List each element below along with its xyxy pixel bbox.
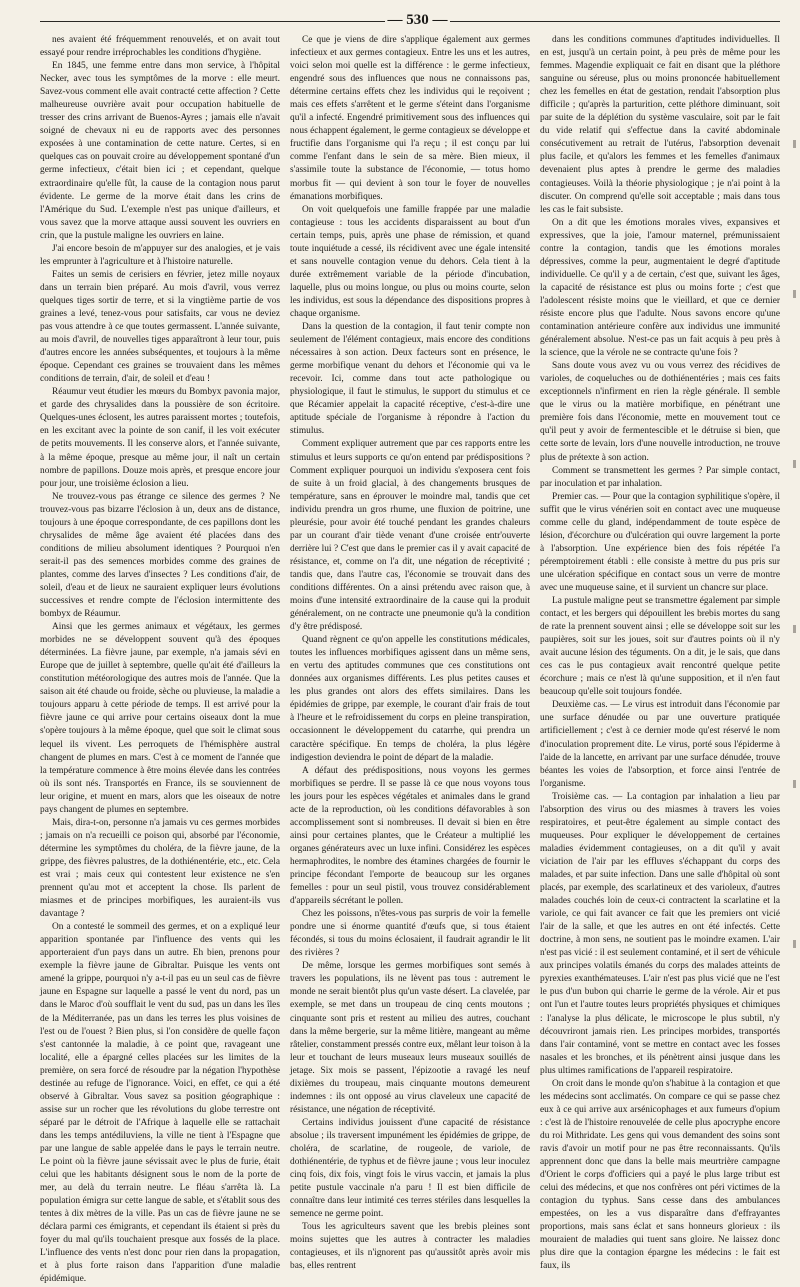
paragraph: A défaut des prédispositions, nous voyons les germes morbifiques se perdre. Il se passe là ce que nous voyons tous les jours pour les espèces végétales et animales dans le grand acte de la reproduction, où les conditions défavorables à son accomplissement sont si nombreuses. Il devait si bien en être ainsi pour certaines plantes, que le Créateur a multiplié les organes générateurs avec un luxe infini. Considérez les espèces hermaphrodites, le nombre des étamines chargées de fournir le principe fécondant l'emporte de beaucoup sur les organes femelles : pour un seul pistil, vous trouvez considérablement d'appareils sécrétant le pollen. (290, 765, 530, 907)
paragraph: Deuxième cas. — Le virus est introduit dans l'économie par une surface dénudée ou par une ouverture pratiquée artificiellement ; c'est à ce dernier mode qu'est réservé le nom d'inoculation proprement dite. Le virus, porté sous l'épiderme à l'aide de la lancette, en arrivant par une surface dénudée, trouve béantes les voies de l'absorption, et force ainsi l'entrée de l'organisme. (540, 700, 780, 789)
paragraph: La pustule maligne peut se transmettre également par simple contact, et les bergers qui dépouillent les brebis mortes du sang de rate la prennent souvent ainsi ; elle se développe soit sur les paupières, soit sur les joues, soit sur d'autres points où il n'y avait aucune lésion des téguments. On a dit, je le sais, que dans ces cas le pus contagieux avait rencontré quelque petite écorchure ; mais ce n'est là qu'une supposition, et il n'en faut beaucoup qu'elle soit toujours fondée. (540, 596, 780, 698)
header-rule-right (450, 21, 780, 22)
paragraph: De même, lorsque les germes morbifiques sont semés à travers les populations, ils ne lèvent pas tous : autrement le monde ne serait bientôt plus qu'un vaste désert. La clavelée, par exemple, se met dans un troupeau de cinq cents moutons ; cinquante sont pris et restent au milieu des autres, couchant dans la même bergerie, sur la même litière, mangeant au même râtelier, constamment pressés contre eux, mêlant leur toison à la leur et touchant de leurs museaux leurs museaux souillés de jetage. Six mois se passent, l'épizootie a ravagé les neuf dixièmes du troupeau, mais cinquante moutons demeurent indemnes : ils ont opposé au virus claveleux une capacité de résistance, une négation de réceptivité. (290, 961, 530, 1115)
paragraph: Comment expliquer autrement que par ces rapports entre les stimulus et leurs supports ce qu'on entend par prédispositions ? Comment expliquer pourquoi un individu s'exposera cent fois de suite à un froid glacial, à des changements brusques de température, sans en éprouver le moindre mal, tandis que cet individu prendra un gros rhume, une fluxion de poitrine, une pleurésie, pour avoir été touché pendant les grandes chaleurs par un courant d'air tiède venant d'une croisée entr'ouverte derrière lui ? C'est que dans le premier cas il y avait capacité de résistance, et, comme on l'a dit, une négation de réceptivité ; tandis que, dans l'autre cas, l'économie se trouvait dans des conditions différentes. On a ainsi prétendu avec raison que, à moins d'une intensité extraordinaire de la cause qui la produit généralement, on ne contracte une pneumonie qu'à la condition d'y être prédisposé. (290, 439, 530, 633)
paragraph: Tous les agriculteurs savent que les brebis pleines sont moins sujettes que les autres à contracter les maladies contagieuses, et ils n'ignorent pas qu'aussitôt après avoir mis bas, elles rentrent (290, 1222, 530, 1272)
margin-mark (793, 780, 796, 788)
paragraph: Troisième cas. — La contagion par inhalation a lieu par l'absorption des virus ou des miasmes à travers les voies respiratoires, et peut-être également au simple contact des muqueuses. Pour expliquer le développement de certaines maladies évidemment contagieuses, on a dit qu'il y avait viciation de l'air par les effluves s'échappant du corps des malades, et par suite infection. Dans une salle d'hôpital où sont placés, par exemple, des scarlatineux et des varioleux, d'autres malades couchés loin de ceux-ci contractent la scarlatine et la variole, ce qui fait avancer ce fait que les premiers ont vicié l'air de la salle, et que les autres en ont été infectés. Cette doctrine, à mon sens, ne soutient pas le moindre examen. L'air n'est pas vicié : il est seulement contaminé, et il sert de véhicule aux principes volatils émanés du corps des malades atteints de pyrexies exanthémateuses. L'air n'est pas plus vicié que ne l'est le pus d'un bubon qui charrie le germe de la vérole. Air et pus ont l'un et l'autre toutes leurs propriétés physiques et chimiques : l'analyse la plus délicate, le microscope le plus subtil, n'y découvriront jamais rien. Les principes morbides, transportés dans l'air contaminé, vont se mettre en contact avec les fosses nasales et les bronches, et ils pénètrent ainsi jusque dans les plus ultimes ramifications de l'appareil respiratoire. (540, 791, 780, 1076)
paragraph: On voit quelquefois une famille frappée par une maladie contagieuse : tous les accidents disparaissent au bout d'un certain temps, puis, après une phase de rémission, et quand toute inquiétude a cessé, ils récidivent avec une égale intensité et sans nouvelle contagion venue du dehors. Cela tient à la durée extrêmement variable de la période d'incubation, laquelle, plus ou moins longue, ou plus ou moins courte, selon les individus, est sous la dépendance des dispositions propres à chaque organisme. (290, 204, 530, 319)
paragraph: On croit dans le monde qu'on s'habitue à la contagion et que les médecins sont acclimatés. On compare ce qui se passe chez eux à ce qui arrive aux arsénicophages et aux fumeurs d'opium : c'est là de l'histoire renouvelée de celle plus apocryphe encore du roi Mithridate. Les gens qui vous demandent des soins sont ravis d'avoir un motif pour ne pas être reconnaissants. Qu'ils apprennent donc que dans la belle mais meurtrière campagne d'Orient le corps d'officiers qui a payé le plus large tribut est celui des médecins, et que nos confrères ont péri victimes de la contagion du typhus. Sans cesse dans des ambulances empestées, on les a vus disparaître dans d'effrayantes proportions, mais sans éclat et sans honneurs glorieux : ils mouraient de maladies qui tuent sans gloire. Ne laissez donc plus dire que la contagion épargne les médecins : le fait est faux, ils (540, 1078, 780, 1272)
paragraph: En 1845, une femme entre dans mon service, à l'hôpital Necker, avec tous les symptômes de la morve : elle meurt. Savez-vous comment elle avait contracté cette affection ? Cette malheureuse ouvrière avait pour occupation habituelle de tresser des crins arrivant de Buenos-Ayres ; jamais elle n'avait soigné de chevaux ni eu de rapports avec des personnes exposées à une contamination de cette nature. Certes, si en quelques cas on pouvait croire au développement spontané d'un germe infectieux, c'était bien ici ; et cependant, quelque extraordinaire qu'elle fût, la cause de la contagion nous parut évidente. Le germe de la morve était dans les crins de l'Amérique du Sud. L'exemple n'est pas unique d'ailleurs, et vous savez que la morve attaque aussi souvent les ouvriers en crin, que la pustule maligne les ouvriers en laine. (40, 61, 280, 241)
margin-mark (793, 625, 796, 633)
paragraph: Comment se transmettent les germes ? Par simple contact, par inoculation et par inhalation. (540, 465, 780, 489)
margin-mark (793, 290, 796, 298)
margin-marks (784, 80, 796, 1080)
column-right (540, 34, 780, 1272)
paragraph: Ne trouvez-vous pas étrange ce silence des germes ? Ne trouvez-vous pas bizarre l'éclosion à un, deux ans de distance, toujours à une époque correspondante, de ces papillons dont les chrysalides de même âge avaient été placées dans des conditions de milieu absolument identiques ? Pourquoi n'en serait-il pas des semences morbides comme des graines de plantes, comme des larves d'insectes ? Les conditions d'air, de soleil, d'eau et de lieux ne sauraient expliquer leurs évolutions successives et rendre compte de l'éclosion intermittente des bombyx de Réaumur. (40, 491, 280, 620)
margin-mark (793, 940, 796, 948)
paragraph: dans les conditions communes d'aptitudes individuelles. Il en est, jusqu'à un certain point, à peu près de même pour les femmes. Magendie expliquait ce fait en disant que la pléthore sanguine ou séreuse, plus ou moins prononcée habituellement chez les femelles en état de gestation, rendait l'absorption plus difficile ; qu'après la parturition, cette pléthore diminuant, soit par suite de la déplétion du système vasculaire, soit par le fait du vide relatif qui s'effectue dans la cavité abdominale consécutivement au retrait de l'utérus, l'absorption devenait plus facile, et qu'alors les femmes et les femelles d'animaux devenaient plus aptes à prendre le germe des maladies contagieuses. Voilà la théorie physiologique ; je n'ai point à la discuter. On comprend qu'elle soit acceptable ; mais dans tous les cas le fait subsiste. (540, 35, 780, 215)
paragraph: J'ai encore besoin de m'appuyer sur des analogies, et je vais les emprunter à l'agriculture et à l'histoire naturelle. (40, 243, 280, 267)
page-number: — 530 — (387, 12, 448, 28)
paragraph: Réaumur veut étudier les mœurs du Bombyx pavonia major, et garde des chrysalides dans la poussière de son écritoire. Quelques-unes éclosent, les autres paraissent mortes ; toutefois, en les excitant avec la pointe de son canif, il les voit exécuter de petits mouvements. Il les conserve alors, et l'année suivante, à la même époque, presque au même jour, il naît un certain nombre de papillons. Douze mois après, et presque encore jour pour jour, une troisième éclosion a lieu. (40, 387, 280, 489)
margin-mark (793, 140, 796, 148)
header-rule-left (40, 21, 385, 22)
paragraph: Mais, dira-t-on, personne n'a jamais vu ces germes morbides ; jamais on n'a recueilli ce poison qui, absorbé par l'économie, détermine les symptômes du choléra, de la fièvre jaune, de la grippe, des fièvres palustres, de la dothiénentérie, etc., etc. Cela est vrai ; mais ceux qui contestent leur existence ne s'en prennent qu'au mot et acceptent la chose. Ils parlent de miasmes et de principes morbifiques, les auraient-ils vus davantage ? (40, 817, 280, 920)
paragraph: Ainsi que les germes animaux et végétaux, les germes morbides ne se développent souvent qu'à des époques déterminées. La fièvre jaune, par exemple, n'a jamais sévi en Europe que de juillet à septembre, quelle qu'ait été d'ailleurs la constitution météorologique des autres mois de l'année. Que la saison ait été chaude ou froide, sèche ou pluvieuse, la maladie a toujours apparu à cette période de temps. Il est arrivé pour la fièvre jaune ce qui arrive pour certains oiseaux dont la mue s'opère toujours à la même époque, quel que soit le climat sous lequel ils vivent. Les perroquets de l'hémisphère austral changent de plumes en mars. C'est à ce moment de l'année que la température commence à être moins élevée dans les contrées où ils sont nés. Transportés en France, ils se souviennent de leur origine, et muent en mars, alors que les oiseaux de notre pays changent de plumes en septembre. (40, 622, 280, 815)
paragraph: nes avaient été fréquemment renouvelés, et on avait tout essayé pour rendre irréprochables les conditions d'hygiène. (40, 35, 280, 59)
column-middle (290, 34, 530, 1272)
page-header (0, 8, 800, 34)
paragraph: Certains individus jouissent d'une capacité de résistance absolue ; ils traversent impunément les épidémies de grippe, de choléra, de scarlatine, de rougeole, de variole, de dothiénentérie, de typhus et de fièvre jaune ; vous leur inoculez cinq fois, dix fois, vingt fois le virus vaccin, et jamais la plus petite pustule vaccinale n'a paru ! Il est bien difficile de connaître dans leur intimité ces terres stériles dans lesquelles la semence ne germe point. (290, 1117, 530, 1220)
paragraph: Faites un semis de cerisiers en février, jetez mille noyaux dans un terrain bien préparé. Au mois d'avril, vous verrez quelques tiges sortir de terre, et si la vingtième partie de vos graines a levé, tenez-vous pour satisfaits, car vous ne deviez pas vous attendre à ce que toutes germassent. L'année suivante, au mois d'avril, de nouvelles tiges apparaîtront à leur tour, puis d'autres encore les années subséquentes, et toujours à la même époque. Cependant ces graines se trouvaient dans les mêmes conditions de terrain, d'air, de soleil et d'eau ! (40, 269, 280, 385)
paragraph: Dans la question de la contagion, il faut tenir compte non seulement de l'élément contagieux, mais encore des conditions nécessaires à son action. Deux facteurs sont en présence, le germe morbifique venant du dehors et l'économie qui va le recevoir. Ici, comme dans tout acte pathologique ou physiologique, il faut le stimulus, le support du stimulus et ce que Récamier appelait la capacité réceptive, c'est-à-dire une aptitude spéciale de l'organisme à répondre à l'action du stimulus. (290, 322, 530, 437)
paragraph: Chez les poissons, n'êtes-vous pas surpris de voir la femelle pondre une si énorme quantité d'œufs que, si tous étaient fécondés, si tous du moins éclosaient, il faudrait agrandir le lit des rivières ? (290, 909, 530, 959)
column-left (40, 34, 280, 1285)
paragraph: On a contesté le sommeil des germes, et on a expliqué leur apparition spontanée par l'influence des vents qui les apporteraient d'un pays dans un autre. Eh bien, prenons pour exemple la fièvre jaune de Gibraltar. Puisque les vents ont amené la grippe, pourquoi n'y a-t-il pas eu un seul cas de fièvre jaune en Espagne sur laquelle a passé le vent du nord, pas un dans le Maroc d'où soufflait le vent du sud, pas un dans les îles de la Méditerranée, pas un dans les terres les plus voisines de l'est ou de l'ouest ? Bien plus, si l'on considère de quelle façon s'est cantonnée la maladie, à ce point que, ravageant une localité, elle a épargné celles placées sur les limites de la première, on sera forcé de résoudre par la négation l'hypothèse destinée au refuge de l'ignorance. Voici, en effet, ce qui a été observé à Gibraltar. Vous savez sa position géographique : assise sur un rocher que les révolutions du globe terrestre ont séparé par le détroit de l'Afrique à laquelle elle se rattachait dans les temps antédiluviens, la ville ne tient à l'Espagne que par une langue de sable appelée dans le pays le terrain neutre. Le point où la fièvre jaune sévissait avec le plus de furie, était celui que les habitants désignent sous le nom de la porte de mer, au delà du terrain neutre. Le fléau s'arrêta là. La population émigra sur cette langue de sable, et s'établit sous des tentes à dix mètres de la ville. Pas un cas de fièvre jaune ne se déclara parmi ces émigrants, et cependant ils étaient si près du foyer du mal qu'ils touchaient presque aux fossés de la place. L'influence des vents n'est donc pour rien dans la propagation, et à plus forte raison dans l'apparition d'une maladie épidémique. (40, 922, 280, 1285)
paragraph: Quand règnent ce qu'on appelle les constitutions médicales, toutes les influences morbifiques agissent dans un même sens, en vertu des aptitudes communes que ces constitutions ont données aux organismes différents. Les plus petites causes et les plus grandes ont alors des effets similaires. Dans les épidémies de grippe, par exemple, le courant d'air frais de tout à l'heure et le refroidissement du corps en pleine transpiration, occasionnent le développement du catarrhe, qui prendra un caractère spécifique. En temps de choléra, la plus légère indigestion deviendra le point de départ de la maladie. (290, 635, 530, 763)
paragraph: Ce que je viens de dire s'applique également aux germes infectieux et aux germes contagieux. Entre les uns et les autres, voici selon moi quelle est la différence : le germe infectieux, engendré sous des influences que nous ne connaissons pas, détermine certains effets chez les individus qui le reçoivent ; mais ces effets s'arrêtent et le germe s'éteint dans l'organisme qu'il a infecté. Engendré primitivement sous des influences qui nous échappent également, le germe contagieux se développe et fructifie dans l'organisme qui l'a reçu ; il est conçu par lui comme l'enfant dans le sein de sa mère. Bien mieux, il s'assimile toute la substance de l'économie, — totus homo morbus fit — qui devient à son tour le foyer de nouvelles émanations morbifiques. (290, 35, 530, 202)
text-columns (40, 34, 780, 1285)
paragraph: On a dit que les émotions morales vives, expansives et expressives, que la joie, l'amour maternel, prémunissaient contre la contagion, tandis que les émotions morales dépressives, comme la peur, augmentaient le degré d'aptitude individuelle. Ce qu'il y a de certain, c'est que, suivant les âges, la capacité de résistance est plus ou moins forte ; c'est que l'adolescent résiste moins que le vieillard, et que ce dernier résiste encore plus que l'adulte. Nous savons encore qu'une contamination antérieure confère aux individus une immunité généralement absolue. N'est-ce pas un fait acquis à peu près à la science, que la vérole ne se contracte qu'une fois ? (540, 217, 780, 359)
paragraph: Sans doute vous avez vu ou vous verrez des récidives de varioles, de coqueluches ou de dothiénentéries ; mais ces faits exceptionnels n'infirment en rien la règle générale. Il semble que le virus ou la matière morbifique, en pénétrant une première fois dans l'économie, mette en mouvement tout ce qu'il peut y avoir de fermentescible et le détruise si bien, que cette sorte de levain, lors d'une nouvelle introduction, ne trouve plus de prétexte à son action. (540, 361, 780, 463)
margin-mark (793, 460, 796, 468)
paragraph: Premier cas. — Pour que la contagion syphilitique s'opère, il suffit que le virus vénérien soit en contact avec une muqueuse comme celle du gland, indépendamment de toute espèce de lésion, d'écorchure ou d'ulcération qui ouvre largement la porte à l'absorption. Une expérience bien des fois répétée l'a péremptoirement établi : elle consiste à mettre du pus pris sur une ulcération spécifique en contact sous un verre de montre avec une muqueuse saine, et il survient un chancre sur place. (540, 491, 780, 593)
